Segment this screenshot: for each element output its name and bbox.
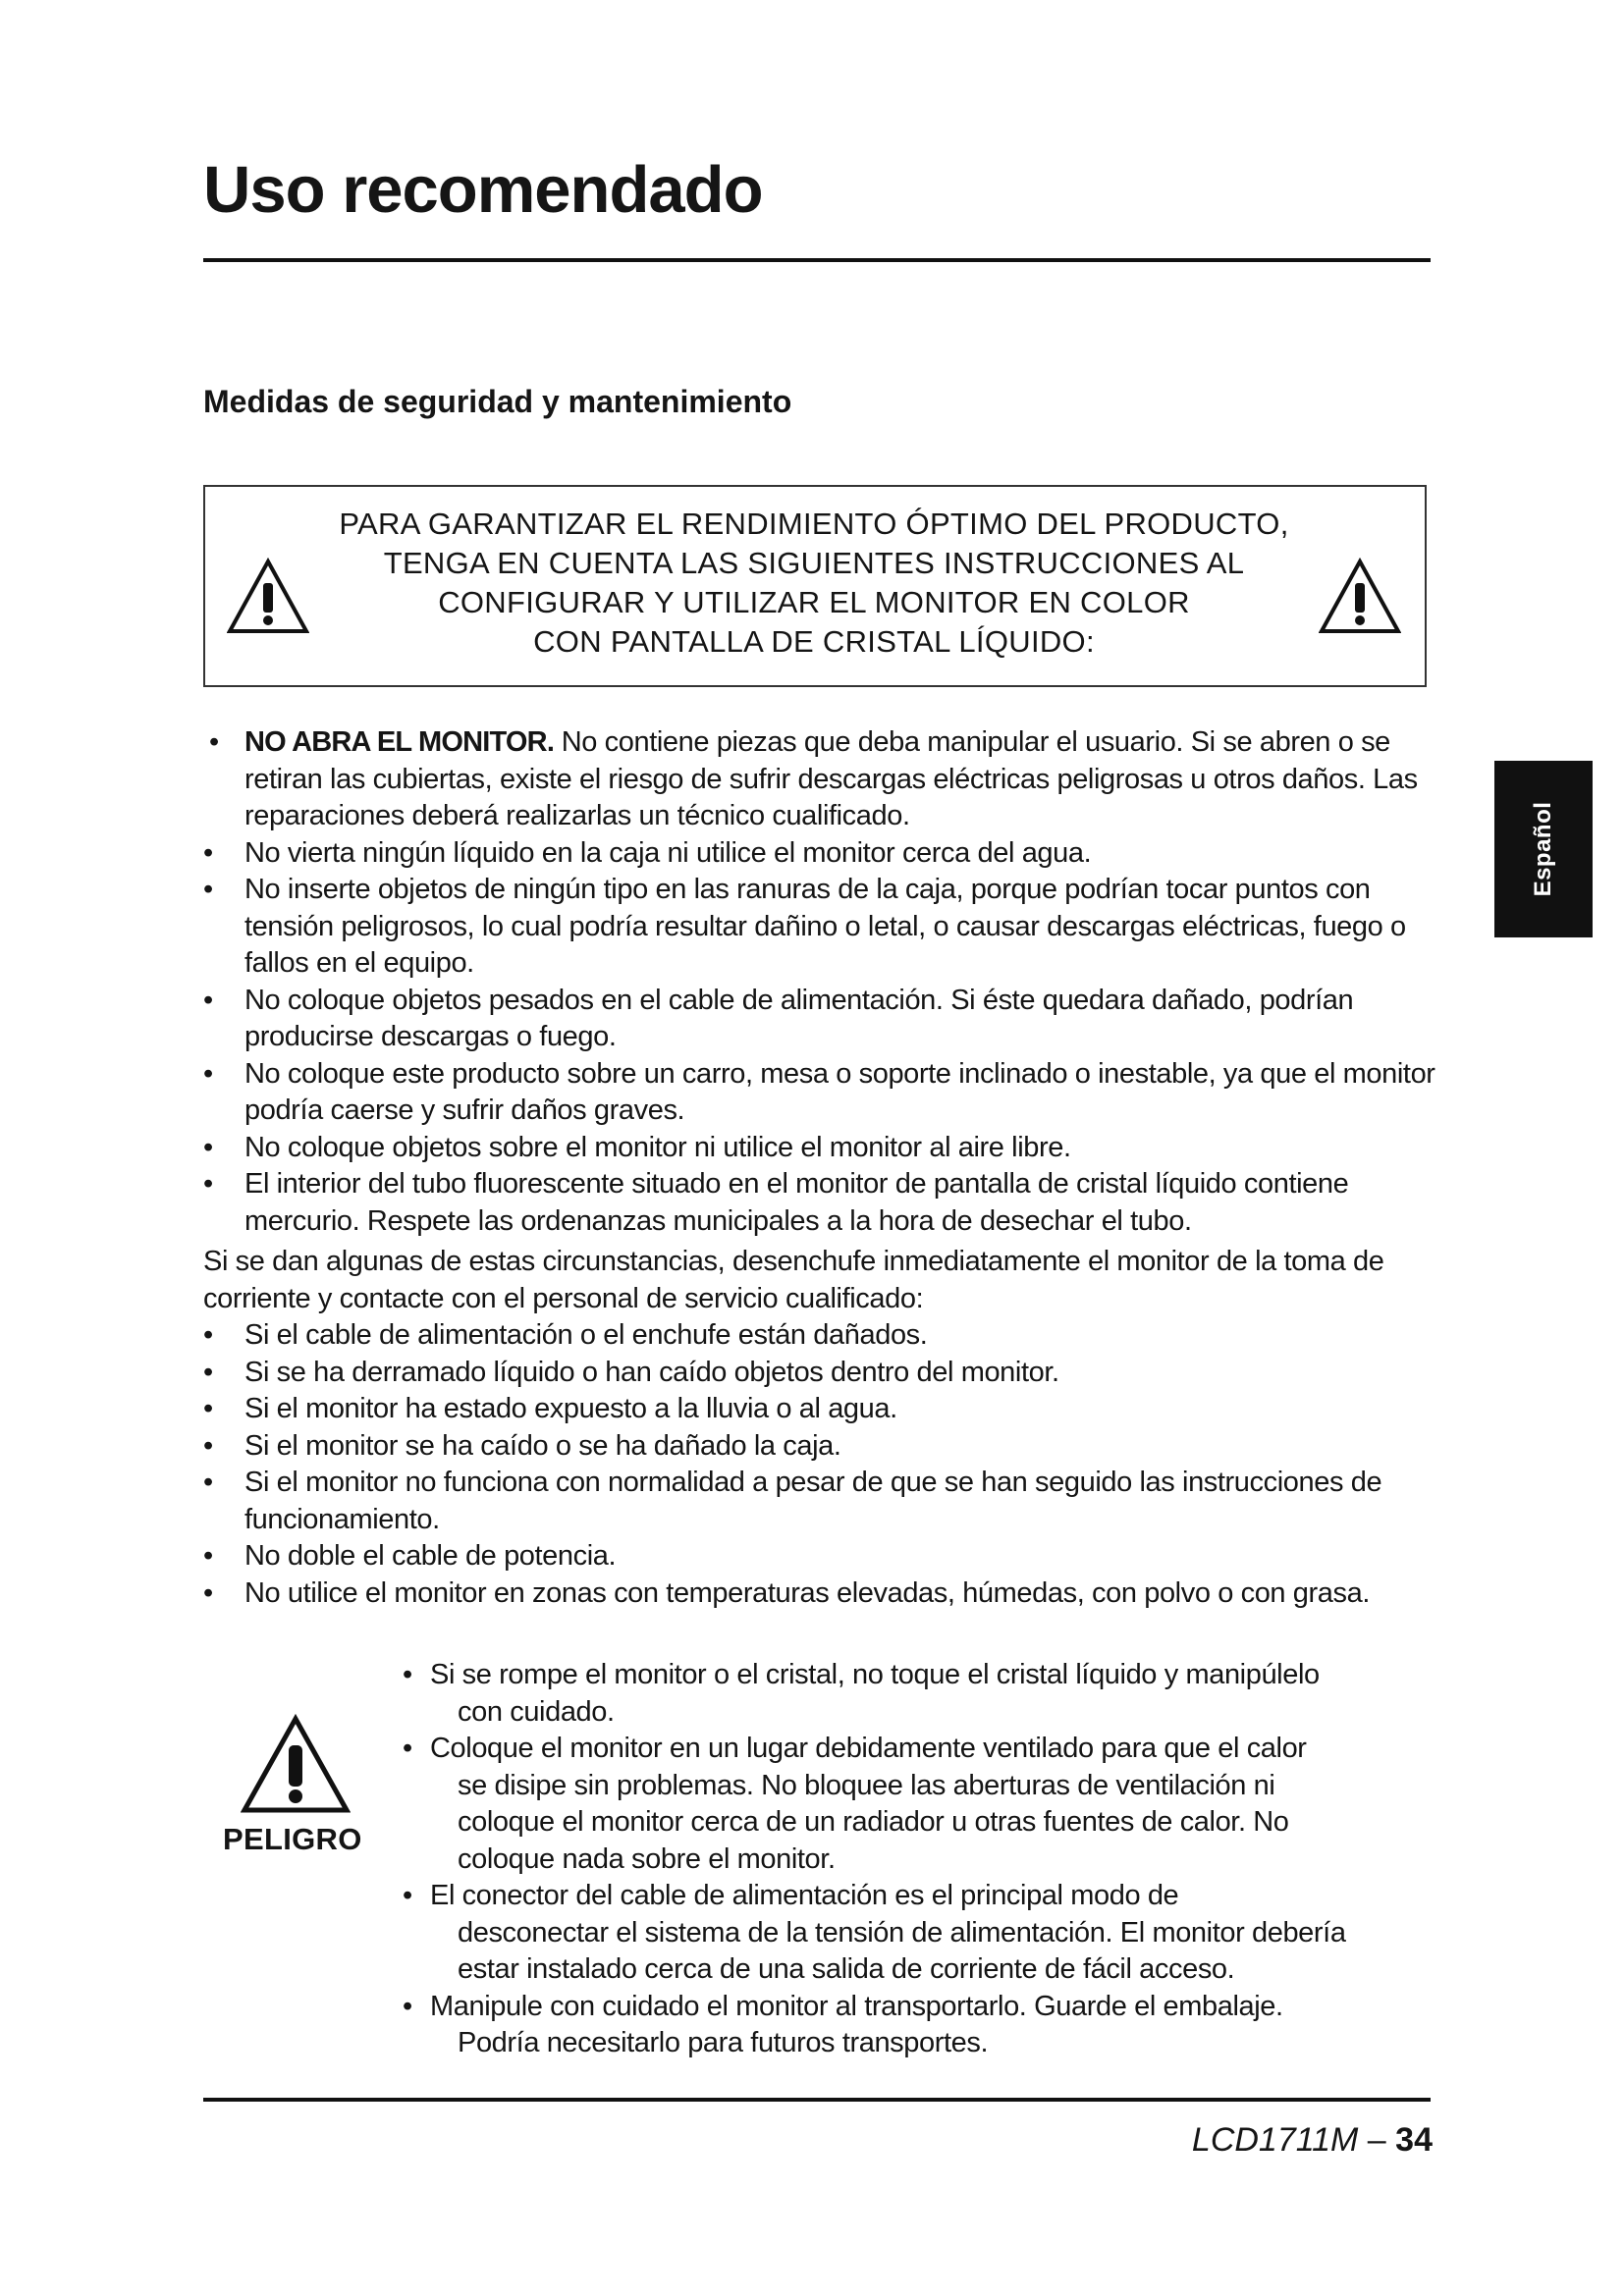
footer-divider <box>203 2098 1431 2102</box>
list-item <box>403 1657 1434 1731</box>
bullet: • <box>203 1131 213 1163</box>
item-line: coloque el monitor cerca de un radiador u otras fuentes de calor. No <box>458 1806 1289 1838</box>
safety-list <box>203 724 1440 1612</box>
list-item <box>203 1391 1440 1428</box>
item-line: se disipe sin problemas. No bloquee las aberturas de ventilación ni <box>458 1769 1275 1801</box>
bullet: • <box>203 874 213 905</box>
bullet: • <box>203 984 213 1016</box>
warning-triangle-icon <box>1319 558 1401 634</box>
list-item <box>203 1317 1440 1355</box>
list-item <box>203 983 1440 1056</box>
list-item <box>403 1989 1434 2062</box>
item-text: Si se ha derramado líquido o han caído objetos dentro del monitor. <box>244 1356 1059 1388</box>
bullet: • <box>403 1733 412 1764</box>
section-heading: Medidas de seguridad y mantenimiento <box>203 384 792 419</box>
instructions-paragraph: Si se dan algunas de estas circunstancias, desenchufe inmediatamente el monitor de la toma de corriente y contacte con el personal de servicio cualificado: <box>203 1246 1384 1314</box>
item-text: No doble el cable de potencia. <box>244 1540 617 1572</box>
item-text: No coloque objetos pesados en el cable de alimentación. Si éste quedara dañado, podrían producirse descargas o fuego. <box>244 984 1354 1052</box>
item-text: No inserte objetos de ningún tipo en las ranuras de la caja, porque podrían tocar puntos con tensión peligrosos, lo cual podría resultar dañino o letal, o causar descargas eléctricas, fuego o fallos en el equipo. <box>244 874 1406 979</box>
list-item <box>203 1538 1440 1575</box>
bullet: • <box>203 1393 213 1424</box>
item-line: Manipule con cuidado el monitor al transportarlo. Guarde el embalaje. <box>430 1990 1283 2022</box>
list-item <box>203 835 1440 873</box>
list-item <box>203 1575 1440 1613</box>
warning-box <box>203 485 1427 687</box>
item-text: No vierta ningún líquido en la caja ni utilice el monitor cerca del agua. <box>244 836 1092 869</box>
danger-label: PELIGRO <box>223 1822 362 1856</box>
page-number: 34 <box>1395 2121 1433 2159</box>
bullet: • <box>203 836 213 869</box>
item-line: Coloque el monitor en un lugar debidamente ventilado para que el calor <box>430 1733 1307 1764</box>
item-text: El interior del tubo fluorescente situado en el monitor de pantalla de cristal líquido contiene mercurio. Respete las ordenanzas municipales a la hora de desechar el tubo. <box>244 1168 1349 1237</box>
warning-line: TENGA EN CUENTA LAS SIGUIENTES INSTRUCCIONES AL <box>383 546 1245 580</box>
bullet: • <box>203 1057 213 1090</box>
item-text: Si el monitor se ha caído o se ha dañado la caja. <box>244 1429 841 1462</box>
list-item <box>203 1355 1440 1392</box>
page-footer <box>1192 2123 1433 2157</box>
list-item <box>403 1731 1434 1878</box>
warning-triangle-icon <box>241 1714 351 1814</box>
list-item <box>203 1465 1440 1538</box>
item-text: Si el monitor no funciona con normalidad a pesar de que se han seguido las instrucciones de funcionamiento. <box>244 1467 1382 1535</box>
warning-line: CON PANTALLA DE CRISTAL LÍQUIDO: <box>533 624 1095 659</box>
bullet: • <box>403 1659 412 1690</box>
item-line: desconectar el sistema de la tensión de alimentación. El monitor debería <box>458 1916 1346 1949</box>
danger-list <box>403 1657 1434 2062</box>
list-item <box>203 724 1440 835</box>
bullet: • <box>203 1540 213 1572</box>
list-item <box>203 1056 1440 1130</box>
warning-text <box>303 505 1325 662</box>
item-text: Si el cable de alimentación o el enchufe están dañados. <box>244 1319 928 1351</box>
list-item <box>203 1166 1440 1240</box>
item-line: estar instalado cerca de una salida de corriente de fácil acceso. <box>458 1953 1235 1985</box>
list-item <box>203 1428 1440 1466</box>
list-item <box>203 1130 1440 1167</box>
item-text: No utilice el monitor en zonas con temperaturas elevadas, húmedas, con polvo o con grasa. <box>244 1576 1371 1609</box>
item-text: No coloque objetos sobre el monitor ni utilice el monitor al aire libre. <box>244 1131 1071 1163</box>
bullet: • <box>203 1429 213 1462</box>
item-line: con cuidado. <box>458 1695 615 1728</box>
bullet: • <box>203 1319 213 1351</box>
bullet: • <box>403 1880 412 1911</box>
item-bold-lead: NO ABRA EL MONITOR. <box>244 726 555 758</box>
title-divider <box>203 258 1431 262</box>
list-item <box>203 872 1440 983</box>
item-line: El conector del cable de alimentación es el principal modo de <box>430 1880 1179 1911</box>
item-line: Podría necesitarlo para futuros transportes. <box>458 2027 989 2058</box>
warning-line: PARA GARANTIZAR EL RENDIMIENTO ÓPTIMO DEL PRODUCTO, <box>339 507 1289 541</box>
footer-separator: – <box>1358 2121 1396 2159</box>
language-tab-label: Español <box>1530 801 1556 897</box>
language-tab <box>1494 761 1593 937</box>
item-text: No coloque este producto sobre un carro, mesa o soporte inclinado o inestable, ya que el monitor podría caerse y sufrir daños graves. <box>244 1057 1435 1126</box>
bullet: • <box>403 1990 412 2022</box>
bullet: • <box>203 1576 213 1609</box>
bullet: • <box>203 1467 213 1498</box>
item-line: coloque nada sobre el monitor. <box>458 1842 836 1875</box>
warning-triangle-icon <box>227 558 309 634</box>
warning-line: CONFIGURAR Y UTILIZAR EL MONITOR EN COLOR <box>438 585 1190 619</box>
bullet: • <box>209 726 219 758</box>
page-title: Uso recomendado <box>203 153 763 227</box>
item-text: No contiene piezas que deba manipular el usuario. Si se abren o se retiran las cubiertas, existe el riesgo de sufrir descargas eléctricas peligrosas u otros daños. Las reparaciones deberá realizarlas un técnico cualificado. <box>244 726 1418 831</box>
model-name: LCD1711M <box>1191 2121 1359 2159</box>
bullet: • <box>203 1168 213 1200</box>
list-item <box>403 1878 1434 1989</box>
item-line: Si se rompe el monitor o el cristal, no toque el cristal líquido y manipúlelo <box>430 1659 1320 1690</box>
bullet: • <box>203 1356 213 1388</box>
item-text: Si el monitor ha estado expuesto a la lluvia o al agua. <box>244 1393 897 1424</box>
